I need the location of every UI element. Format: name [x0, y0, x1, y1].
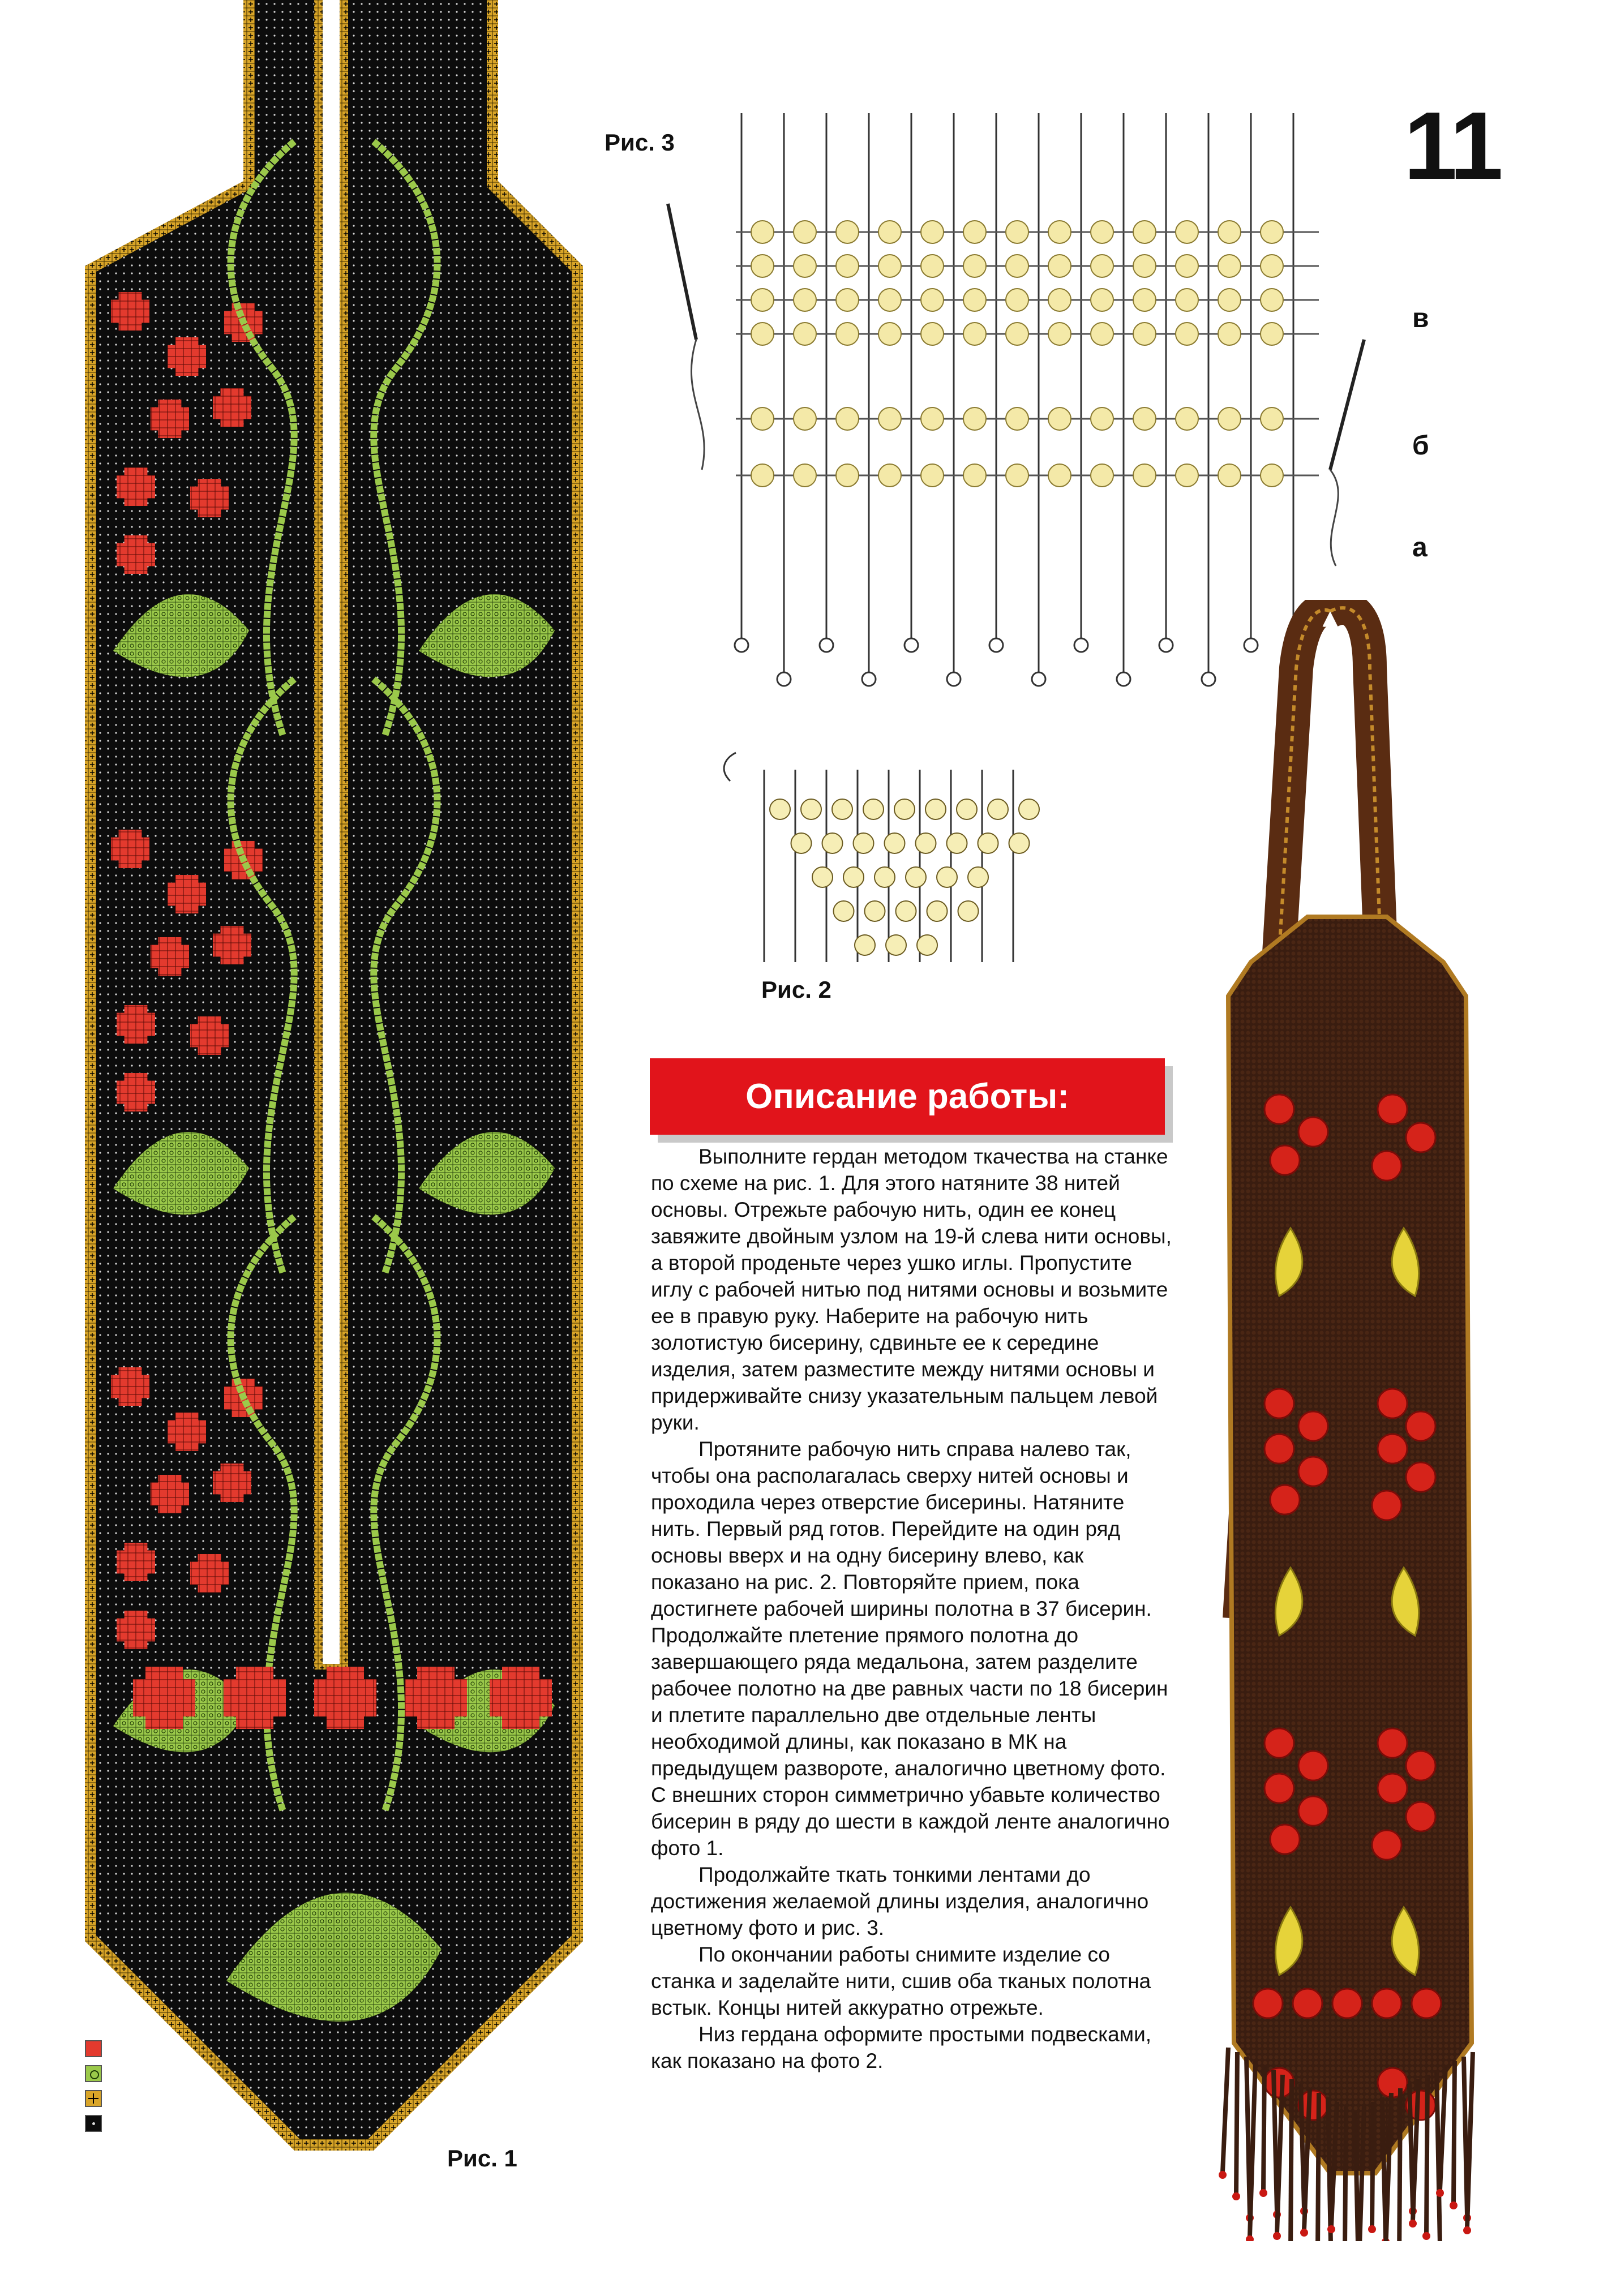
- row-bead: [801, 799, 821, 819]
- description-paragraph: По окончании работы снимите изделие со станка и заделайте нити, сшив оба тканых полотна встык. Концы нитей аккуратно отрежьте.: [651, 1943, 1151, 2019]
- loom-bead: [1261, 464, 1283, 487]
- loom-bead: [1176, 255, 1198, 277]
- loom-bead: [1048, 289, 1071, 311]
- loom-bead: [1048, 255, 1071, 277]
- loom-bead: [1091, 407, 1113, 430]
- row-bead: [843, 867, 864, 887]
- legend-black-bead-icon: [85, 2115, 102, 2132]
- row-bead: [886, 935, 906, 955]
- figure-1-label: Рис. 1: [447, 2145, 517, 2171]
- needle-right-icon: [1330, 340, 1364, 470]
- row-bead: [1009, 833, 1030, 853]
- photo-berry: [1298, 1117, 1328, 1147]
- loom-bead: [1176, 289, 1198, 311]
- photo-berry: [1406, 1751, 1435, 1780]
- row-bead: [770, 799, 790, 819]
- row-bead: [822, 833, 843, 853]
- loom-bead: [1218, 407, 1241, 430]
- loom-bead: [1048, 407, 1071, 430]
- row-bead: [906, 867, 926, 887]
- description-paragraph: Низ гердана оформите простыми подвесками, как показано на фото 2.: [651, 2023, 1152, 2072]
- loom-bead: [963, 464, 986, 487]
- row-bead: [896, 901, 916, 921]
- row-bead: [1019, 799, 1039, 819]
- photo-berry: [1406, 1411, 1435, 1441]
- row-bead: [863, 799, 884, 819]
- loom-bead: [794, 407, 816, 430]
- loom-bead: [878, 255, 901, 277]
- description-body: [651, 1143, 1177, 2074]
- photo-berry: [1270, 1145, 1300, 1175]
- row-bead: [968, 867, 988, 887]
- loom-bead: [1133, 464, 1156, 487]
- photo-berry: [1378, 1434, 1407, 1464]
- loom-bead: [751, 464, 774, 487]
- photo-berry: [1298, 1457, 1328, 1486]
- loom-bead: [1091, 289, 1113, 311]
- row-bead: [917, 935, 937, 955]
- loom-bead: [1091, 255, 1113, 277]
- loom-bead: [751, 255, 774, 277]
- loom-bead: [878, 323, 901, 345]
- photo-berry: [1378, 1389, 1407, 1418]
- loom-bead: [878, 407, 901, 430]
- loom-bead: [1261, 323, 1283, 345]
- row-bead: [855, 935, 875, 955]
- loom-bead: [1091, 464, 1113, 487]
- row-bead: [988, 799, 1008, 819]
- loom-bead: [921, 407, 944, 430]
- photo-berry: [1264, 1095, 1294, 1124]
- loom-bead: [1176, 464, 1198, 487]
- description-paragraph: Протяните рабочую нить справа налево так, чтобы она располагалась сверху нитей основы и проходила через отверстие бисерины. Натяните нить. Первый ряд готов. Перейдите на один ряд основы вверх и на одну бисерину влево, как показано на рис. 2. Повторяйте прием, пока достигнете рабочей ширины полотна в 37 бисерин. Продолжайте плетение прямого полотна до завершающего ряда медальона, затем разделите рабочее полотно на две равных части по 18 бисерин и плетите параллельно две отдельные ленты необходимой длины, как показано в МК на предыдущем развороте, аналогично цветному фото. С внешних сторон симметрично убавьте количество бисерин в ряду до шести в каждой ленте аналогично фото 1.: [651, 1437, 1170, 1860]
- figure-2-label: Рис. 2: [761, 976, 831, 1003]
- page-number: 11: [1404, 92, 1501, 200]
- loom-bead: [963, 221, 986, 243]
- legend-red-bead-icon: [85, 2040, 102, 2057]
- loom-bead: [1006, 221, 1028, 243]
- photo-berry: [1406, 1123, 1435, 1152]
- loom-bead: [921, 464, 944, 487]
- row-bead: [812, 867, 833, 887]
- photo-berry: [1298, 1796, 1328, 1826]
- loom-bead: [921, 323, 944, 345]
- legend-green-bead-icon: [85, 2065, 102, 2082]
- photo-berry: [1298, 1751, 1328, 1780]
- photo-berry: [1264, 1774, 1294, 1803]
- row-bead: [978, 833, 998, 853]
- description-paragraph: Выполните гердан методом ткачества на станке по схеме на рис. 1. Для этого натяните 38 нитей основы. Отрежьте рабочую нить, один ее конец завяжите двойным узлом на 19-й слева нити основы, а второй проденьте через ушко иглы. Пропустите иглу с рабочей нитью под нитями основы и возьмите ее в правую руку. Наберите на рабочую нить золотистую бисерину, сдвиньте ее к середине изделия, затем разместите между нитями основы и придерживайте снизу указательным пальцем левой руки.: [651, 1145, 1172, 1434]
- loom-bead: [1006, 323, 1028, 345]
- photo-berry: [1372, 1151, 1401, 1181]
- loom-bead: [751, 323, 774, 345]
- loom-bead: [1006, 255, 1028, 277]
- loom-bead: [1261, 407, 1283, 430]
- loom-bead: [963, 407, 986, 430]
- loom-bead: [836, 407, 859, 430]
- needle-left-icon: [668, 204, 696, 340]
- photo-berry: [1378, 1095, 1407, 1124]
- row-bead: [957, 799, 977, 819]
- photo-berry: [1298, 1411, 1328, 1441]
- loom-bead: [963, 289, 986, 311]
- fig3-letter-b: б: [1412, 431, 1429, 461]
- loom-bead: [1048, 464, 1071, 487]
- figure-3-label: Рис. 3: [605, 129, 675, 156]
- loom-bead: [1006, 289, 1028, 311]
- loom-bead: [1218, 221, 1241, 243]
- fig3-letter-v: в: [1412, 303, 1429, 333]
- loom-bead: [1218, 464, 1241, 487]
- loom-bead: [751, 407, 774, 430]
- loom-bead: [963, 323, 986, 345]
- row-bead: [925, 799, 946, 819]
- loom-bead: [1133, 289, 1156, 311]
- legend-gold-bead-icon: [85, 2090, 102, 2107]
- loom-bead: [1133, 407, 1156, 430]
- row-bead: [832, 799, 852, 819]
- description-paragraph: Продолжайте ткать тонкими лентами до достижения желаемой длины изделия, аналогично цветному фото и рис. 3.: [651, 1863, 1149, 1939]
- loom-bead: [794, 255, 816, 277]
- loom-bead: [963, 255, 986, 277]
- loom-bead: [794, 289, 816, 311]
- photo-berry: [1264, 1389, 1294, 1418]
- row-bead: [958, 901, 979, 921]
- row-bead: [865, 901, 885, 921]
- loom-bead: [1091, 323, 1113, 345]
- bead-row-shift-diagram: [719, 747, 1058, 973]
- loom-bead: [794, 464, 816, 487]
- photo-berry: [1332, 1989, 1362, 2018]
- loom-bead: [1176, 407, 1198, 430]
- loom-bead: [751, 221, 774, 243]
- loom-bead: [1261, 255, 1283, 277]
- photo-berry: [1406, 1462, 1435, 1492]
- row-bead: [937, 867, 957, 887]
- loom-bead: [794, 221, 816, 243]
- row-bead: [927, 901, 948, 921]
- loom-bead: [878, 464, 901, 487]
- loom-bead: [1048, 221, 1071, 243]
- loom-bead: [1218, 289, 1241, 311]
- loom-bead: [836, 221, 859, 243]
- loom-bead: [1176, 221, 1198, 243]
- photo-berry: [1253, 1989, 1283, 2018]
- row-bead: [885, 833, 905, 853]
- fig3-letter-a: а: [1412, 533, 1428, 563]
- photo-berry: [1372, 1989, 1401, 2018]
- photo-berry: [1378, 1728, 1407, 1758]
- loom-bead: [1218, 323, 1241, 345]
- row-bead: [916, 833, 936, 853]
- row-bead: [834, 901, 854, 921]
- photo-berry: [1412, 1989, 1441, 2018]
- loom-bead: [794, 323, 816, 345]
- loom-bead: [1261, 221, 1283, 243]
- loom-bead: [878, 289, 901, 311]
- row-bead: [791, 833, 812, 853]
- photo-berry: [1293, 1989, 1322, 2018]
- photo-berry: [1264, 1728, 1294, 1758]
- loom-bead: [1133, 221, 1156, 243]
- loom-bead: [1218, 255, 1241, 277]
- photo-berry: [1406, 1802, 1435, 1831]
- bead-pattern-scheme: [57, 0, 611, 2179]
- loom-bead: [1133, 255, 1156, 277]
- loom-bead: [1048, 323, 1071, 345]
- row-bead: [875, 867, 895, 887]
- gerdan-photo: [1206, 600, 1574, 2241]
- loom-bead: [878, 221, 901, 243]
- photo-berry: [1372, 1491, 1401, 1520]
- loom-bead: [921, 221, 944, 243]
- loom-bead: [1006, 464, 1028, 487]
- row-bead: [894, 799, 915, 819]
- loom-bead: [1006, 407, 1028, 430]
- photo-berry: [1264, 1434, 1294, 1464]
- loom-bead: [1133, 323, 1156, 345]
- photo-berry: [1378, 1774, 1407, 1803]
- legend: [85, 2040, 108, 2140]
- photo-berry: [1270, 1485, 1300, 1514]
- photo-berry: [1372, 1830, 1401, 1860]
- loom-bead: [836, 289, 859, 311]
- loom-bead: [1176, 323, 1198, 345]
- loom-bead: [836, 255, 859, 277]
- loom-bead: [1261, 289, 1283, 311]
- description-title-banner: Описание работы:: [650, 1058, 1165, 1135]
- loom-bead: [836, 464, 859, 487]
- loom-bead: [1091, 221, 1113, 243]
- row-bead: [854, 833, 874, 853]
- row-bead: [947, 833, 967, 853]
- loom-bead: [921, 289, 944, 311]
- loom-bead: [921, 255, 944, 277]
- photo-berry: [1270, 1825, 1300, 1854]
- loom-bead: [751, 289, 774, 311]
- loom-bead: [836, 323, 859, 345]
